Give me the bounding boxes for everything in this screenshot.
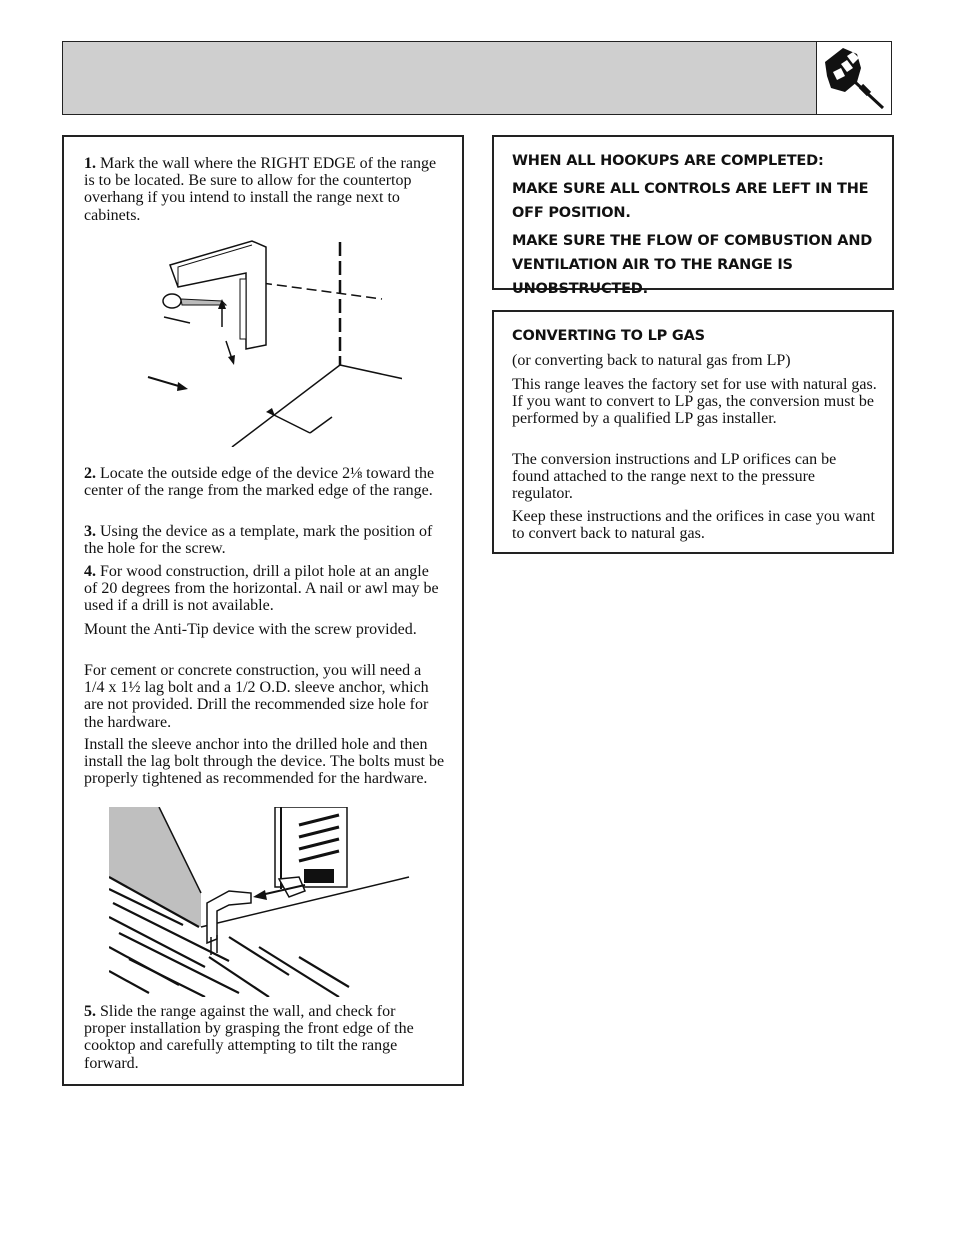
lp-gas-paragraph-1: This range leaves the factory set for use with natural gas. If you want to convert to LP gas, the conversion must be performed by a qualified LP gas installer. — [512, 376, 877, 428]
lp-gas-paragraph-2: The conversion instructions and LP orifices can be found attached to the range next to the pressure regulator. — [512, 451, 837, 503]
anchor-instruction: Install the sleeve anchor into the drilled hole and then install the lag bolt through the device. The bolts must be properly tightened as recommended for the hardware. — [84, 736, 445, 788]
lp-gas-subtitle: (or converting back to natural gas from LP) — [512, 352, 791, 369]
wall-marking-illustration — [142, 237, 402, 447]
hookups-heading: WHEN ALL HOOKUPS ARE COMPLETED: — [512, 153, 824, 169]
lp-gas-title: CONVERTING TO LP GAS — [512, 328, 705, 344]
lp-gas-paragraph-3: Keep these instructions and the orifices in case you want to convert back to natural gas. — [512, 508, 875, 543]
page-header-bar — [62, 41, 892, 115]
anti-tip-instructions-box — [62, 135, 464, 1086]
cement-instruction: For cement or concrete construction, you will need a 1/4 x 1½ lag bolt and a 1/2 O.D. sleeve anchor, which are not provided. Drill the recommended size hole for the hardware. — [84, 662, 429, 731]
step-4: 4. For wood construction, drill a pilot hole at an angle of 20 degrees from the horizontal. A nail or awl may be used if a drill is not available. — [84, 563, 439, 615]
lp-gas-conversion-box — [492, 310, 894, 554]
header-icon-tab — [816, 42, 891, 114]
mount-instruction: Mount the Anti-Tip device with the screw provided. — [84, 621, 417, 638]
step-5: 5. Slide the range against the wall, and check for proper installation by grasping the front edge of the cooktop and carefully attempting to tilt the range forward. — [84, 1003, 414, 1072]
step-3: 3. Using the device as a template, mark the position of the hole for the screw. — [84, 523, 433, 558]
range-against-wall-illustration — [109, 807, 419, 997]
ventilation-notice: MAKE SURE THE FLOW OF COMBUSTION AND VENTILATION AIR TO THE RANGE IS UNOBSTRUCTED. — [512, 233, 873, 297]
step-2: 2. Locate the outside edge of the device 2⅛ toward the center of the range from the marked edge of the range. — [84, 465, 435, 500]
hand-with-screwdriver-icon — [817, 42, 889, 114]
controls-off-notice: MAKE SURE ALL CONTROLS ARE LEFT IN THE OFF POSITION. — [512, 181, 869, 221]
hookups-completed-box — [492, 135, 894, 297]
step-1: 1. Mark the wall where the RIGHT EDGE of the range is to be located. Be sure to allow for the countertop overhang if you intend to install the range next to cabinets. — [84, 155, 437, 224]
